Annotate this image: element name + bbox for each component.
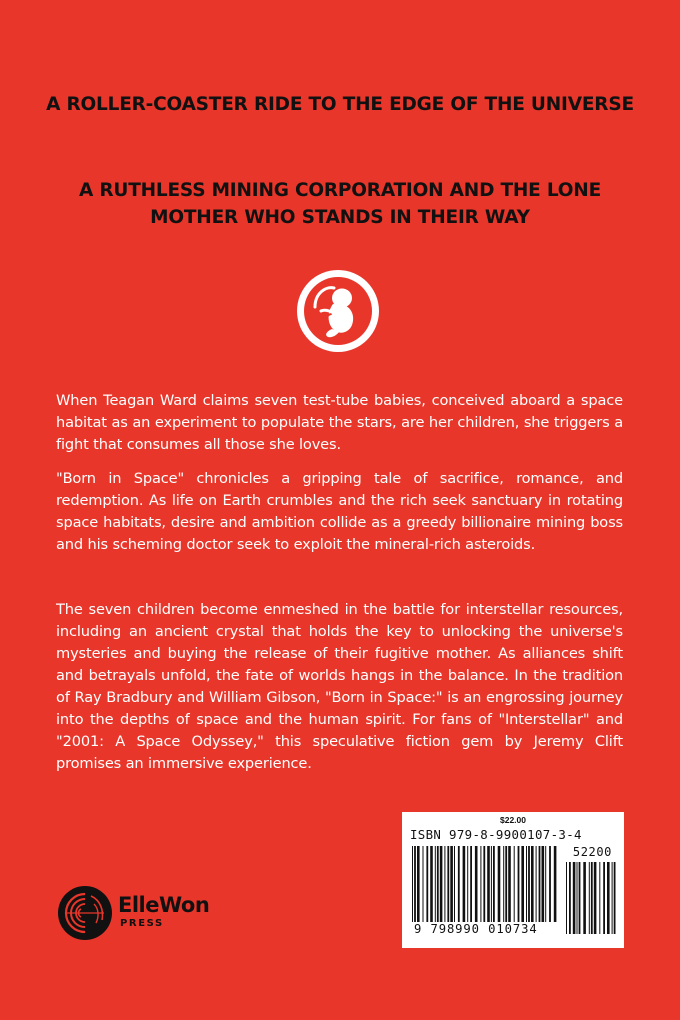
addon-bar-12 bbox=[612, 862, 613, 934]
addon-bar-11 bbox=[607, 862, 610, 934]
headline-tagline-1: A ROLLER-COASTER RIDE TO THE EDGE OF THE UNIVERSE bbox=[46, 94, 634, 115]
ean-bar-5 bbox=[430, 846, 433, 922]
ean-bar-33 bbox=[536, 846, 537, 922]
ean-bar-29 bbox=[521, 846, 524, 922]
addon-bar-0 bbox=[566, 862, 567, 934]
ean-bar-23 bbox=[498, 846, 501, 922]
ean-bar-12 bbox=[454, 846, 455, 922]
blurb-paragraph-2: "Born in Space" chronicles a gripping tale of sacrifice, romance, and redemption. As life on Earth crumbles and the rich seek sanctuary in rotating space habitats, desire and ambition collide as a greedy billionaire mining boss and his scheming doctor seek to exploit the mineral-rich asteroids. bbox=[56, 470, 623, 553]
addon-bar-9 bbox=[599, 862, 600, 934]
ean-bar-22 bbox=[493, 846, 495, 922]
addon-bar-3 bbox=[577, 862, 578, 934]
addon-bar-8 bbox=[594, 862, 597, 934]
ean-bar-38 bbox=[554, 846, 557, 922]
ean-bar-15 bbox=[467, 846, 468, 922]
ean-bar-8 bbox=[440, 846, 443, 922]
ean-bar-14 bbox=[463, 846, 466, 922]
ean-bar-7 bbox=[437, 846, 439, 922]
blurb-paragraph-3: The seven children become enmeshed in the battle for interstellar resources, including an ancient crystal that holds the key to unlocking the universe's mysteries and buying the release of their fugitive mother. As alliances shift and betrayals unfold, the fate of worlds hangs in the balance. In the tradition of Ray Bradbury and William Gibson, "Born in Space:" is an engrossing journey into the depths of space and the human spirit. For fans of "Interstellar" and "2001: A Space Odyssey," this speculative fiction gem by Jeremy Clift promises an immersive experience. bbox=[56, 601, 623, 772]
ean-bar-21 bbox=[491, 846, 492, 922]
ean-bar-24 bbox=[503, 846, 504, 922]
ean-bar-28 bbox=[518, 846, 520, 922]
ean-bar-31 bbox=[528, 846, 530, 922]
globe-swirl-logo-icon bbox=[56, 884, 114, 942]
ean-bar-19 bbox=[483, 846, 485, 922]
ean-bar-32 bbox=[531, 846, 534, 922]
fetus-in-circle-icon bbox=[294, 267, 382, 355]
blurb-paragraph-1: When Teagan Ward claims seven test-tube babies, conceived aboard a space habitat as an experiment to populate the stars, are her children, she triggers a fight that consumes all those she loves. bbox=[56, 392, 623, 453]
addon-code: 52200 bbox=[572, 845, 612, 859]
ean-bar-35 bbox=[542, 846, 545, 922]
ean-bar-13 bbox=[458, 846, 460, 922]
addon-bar-7 bbox=[591, 862, 593, 934]
ean-bar-0 bbox=[412, 846, 413, 922]
ean-bar-18 bbox=[480, 846, 481, 922]
ean-bar-36 bbox=[545, 846, 546, 922]
addon-bar-6 bbox=[589, 862, 590, 934]
ean-bar-1 bbox=[414, 846, 416, 922]
headline-tagline-2: A RUTHLESS MINING CORPORATION AND THE LONE MOTHER WHO STANDS IN THEIR WAY bbox=[78, 180, 602, 228]
ean-bar-2 bbox=[417, 846, 420, 922]
publisher-imprint-label: PRESS bbox=[120, 918, 164, 929]
addon-bar-5 bbox=[583, 862, 586, 934]
publisher-name: ElleWon bbox=[118, 893, 210, 917]
ean-bar-10 bbox=[447, 846, 449, 922]
price-label: $22.00 bbox=[500, 815, 526, 825]
ean-bar-16 bbox=[470, 846, 472, 922]
addon-bar-10 bbox=[603, 862, 605, 934]
ean-bar-27 bbox=[514, 846, 515, 922]
ean-bar-37 bbox=[549, 846, 551, 922]
ean-bar-20 bbox=[487, 846, 490, 922]
ean-bar-11 bbox=[450, 846, 453, 922]
ean-bar-26 bbox=[508, 846, 511, 922]
ean-bar-3 bbox=[423, 846, 424, 922]
ean-bar-9 bbox=[444, 846, 445, 922]
ean-bar-6 bbox=[435, 846, 436, 922]
ean-bar-25 bbox=[505, 846, 507, 922]
addon-bar-4 bbox=[579, 862, 581, 934]
addon-bar-2 bbox=[573, 862, 576, 934]
ean-digits: 9 798990 010734 bbox=[414, 922, 538, 936]
addon-bar-1 bbox=[569, 862, 571, 934]
ean-bar-30 bbox=[526, 846, 527, 922]
barcode-panel bbox=[402, 812, 624, 948]
addon-bar-13 bbox=[614, 862, 616, 934]
ean-bar-4 bbox=[426, 846, 428, 922]
ean-bar-17 bbox=[475, 846, 478, 922]
isbn-label: ISBN 979-8-9900107-3-4 bbox=[410, 827, 582, 842]
ean-bar-34 bbox=[539, 846, 541, 922]
